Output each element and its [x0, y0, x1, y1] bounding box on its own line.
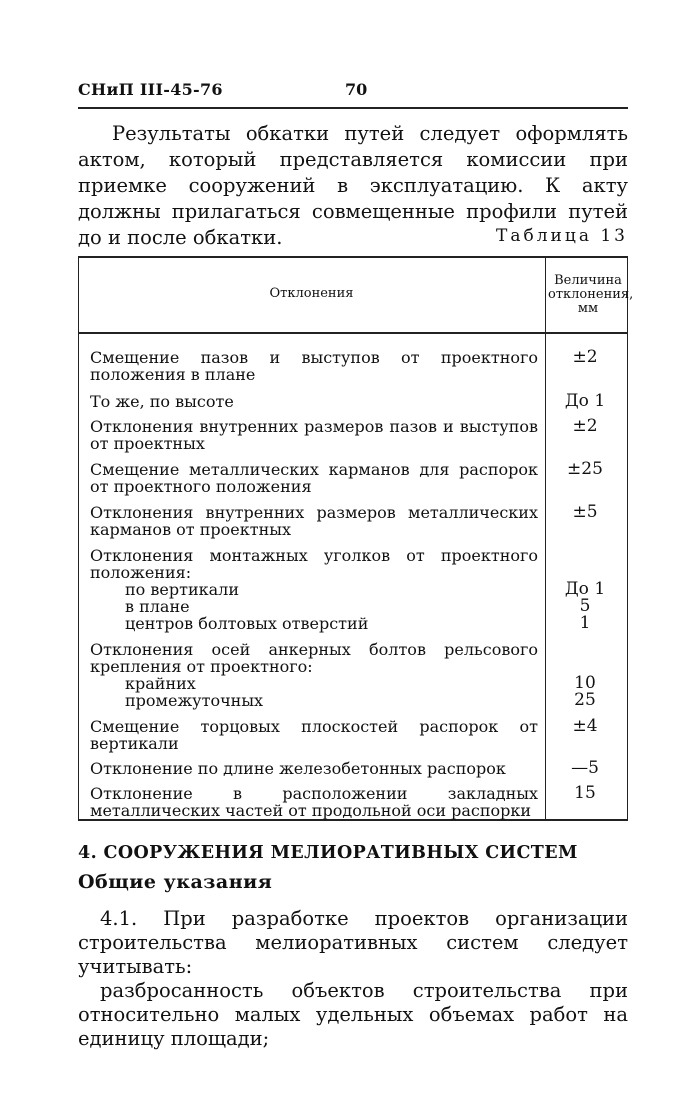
sub-row-text: крайних	[125, 674, 196, 693]
table-body	[90, 349, 625, 819]
row-value: ±25	[567, 459, 603, 479]
subsection-heading: Общие указания	[78, 871, 273, 893]
row-text: Отклонения осей анкерных болтов рельсового крепления от проектного:	[90, 640, 538, 676]
sub-row-text: промежуточных	[125, 691, 264, 710]
paragraph-4-1-item: разбросанность объектов строительства при относительно малых удельных объемах работ на единицу площади;	[78, 979, 628, 1050]
running-head	[78, 80, 626, 104]
section-text	[78, 907, 628, 1051]
page-number: 70	[345, 80, 368, 99]
sub-row-text: в плане	[125, 597, 190, 616]
row-text: Смещение металлических карманов для распорок от проектного положения	[90, 460, 538, 496]
sub-row-value: 1	[579, 613, 591, 633]
deviation-table	[78, 256, 634, 821]
header-deviation: Отклонения	[269, 286, 354, 301]
paragraph-4-1: 4.1. При разработке проектов организации строительства мелиоративных систем следует учитывать:	[78, 907, 628, 978]
row-value: —5	[571, 758, 599, 778]
sub-row	[90, 675, 625, 692]
row-value: ±4	[572, 716, 598, 736]
sub-row-value: 10	[574, 673, 596, 693]
row-text: Отклонения монтажных уголков от проектного положения:	[90, 546, 538, 582]
row-text: Отклонения внутренних размеров пазов и выступов от проектных	[90, 417, 538, 453]
table-row	[90, 349, 625, 383]
sub-row-text: по вертикали	[125, 580, 239, 599]
header-rule	[78, 107, 628, 109]
row-value: До 1	[564, 391, 606, 411]
row-value: ±2	[572, 347, 598, 367]
table-row	[90, 641, 625, 709]
sub-row	[90, 615, 625, 632]
table-row	[90, 418, 625, 452]
sub-row-text: центров болтовых отверстий	[125, 614, 369, 633]
table-right-border	[627, 256, 628, 821]
sub-row-value: До 1	[564, 579, 606, 599]
row-text: Отклонение по длине железобетонных распорок	[90, 759, 506, 778]
sub-row-value: 25	[574, 690, 596, 710]
intro-paragraph: Результаты обкатки путей следует оформлять актом, который представляется комиссии при приемке сооружений в эксплуатацию. К акту должны прилагаться совмещенные профили путей до и после обкатки.	[78, 122, 628, 249]
section-heading: 4. СООРУЖЕНИЯ МЕЛИОРАТИВНЫХ СИСТЕМ	[78, 843, 578, 863]
table-left-border	[78, 256, 79, 821]
row-value: 15	[574, 783, 596, 803]
row-text: Отклонение в расположении закладных металлических частей от продольной оси распорки	[90, 784, 538, 820]
sub-row-value: 5	[579, 596, 591, 616]
table-row	[90, 785, 625, 819]
row-text: Смещение пазов и выступов от проектного положения в плане	[90, 348, 538, 384]
table-label: Таблица 13	[496, 226, 628, 246]
row-text: Смещение торцовых плоскостей распорок от вертикали	[90, 717, 538, 753]
header-value: Величина отклонения, мм	[548, 273, 634, 316]
sub-row	[90, 692, 625, 709]
row-text: Отклонения внутренних размеров металлических карманов от проектных	[90, 503, 538, 539]
row-text: То же, по высоте	[90, 392, 234, 411]
table-row	[90, 760, 625, 777]
table-row	[90, 393, 625, 410]
table-row	[90, 718, 625, 752]
row-value: ±5	[572, 502, 598, 522]
sub-row	[90, 598, 625, 615]
document-code: СНиП III-45-76	[78, 80, 223, 99]
row-value: ±2	[572, 416, 598, 436]
table-row	[90, 547, 625, 632]
table-row	[90, 504, 625, 538]
sub-row	[90, 581, 625, 598]
table-row	[90, 461, 625, 495]
